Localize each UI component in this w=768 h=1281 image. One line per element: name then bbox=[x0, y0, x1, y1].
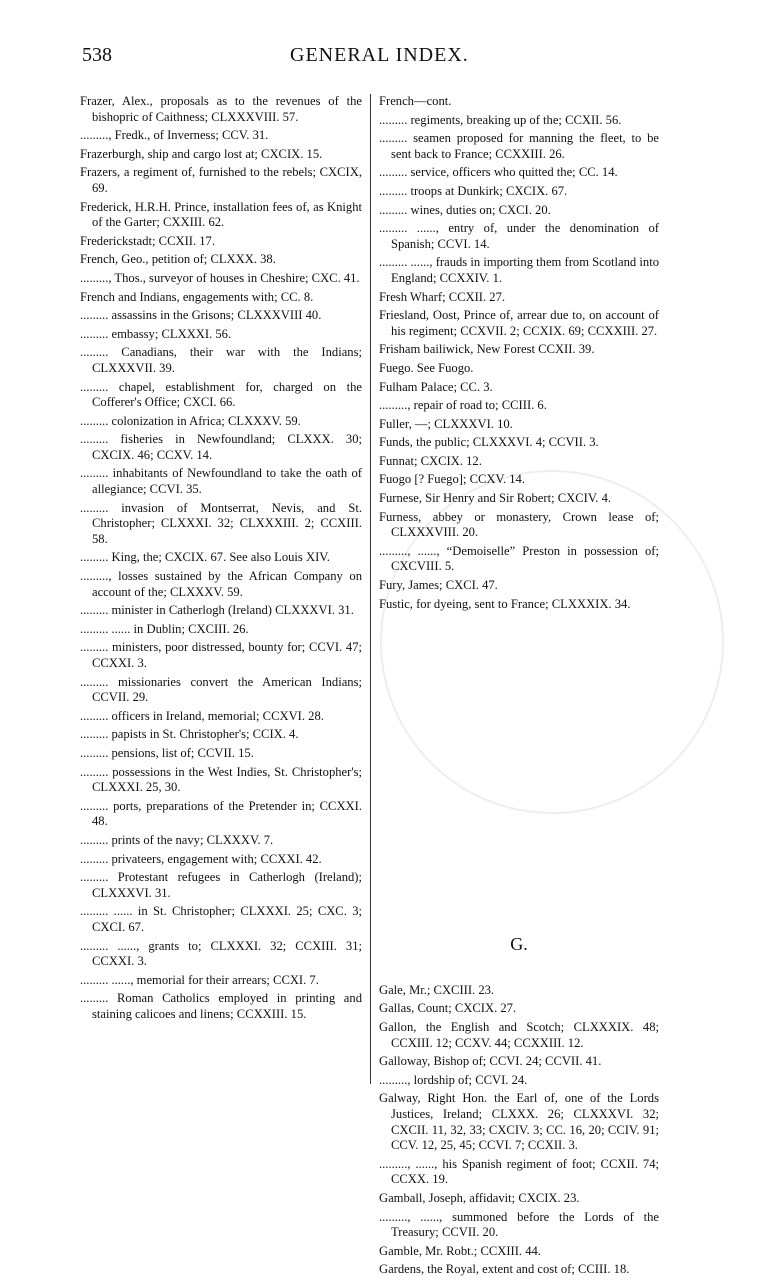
index-entry: ......... Roman Catholics employed in printing and staining calicoes and linens; CCXXIII. 15. bbox=[80, 991, 366, 1021]
index-entry: ......... ...... in St. Christopher; CLXXXI. 25; CXC. 3; CXCI. 67. bbox=[80, 904, 366, 934]
index-entry: Fustic, for dyeing, sent to France; CLXXXIX. 34. bbox=[379, 596, 631, 611]
index-entry: ........., ......, “Demoiselle” Preston in possession of; CXCVIII. 5. bbox=[379, 543, 663, 574]
index-entry: Fuller, —; CLXXXVI. 10. bbox=[379, 416, 513, 431]
index-entry: ......... invasion of Montserrat, Nevis, and St. Christopher; CLXXXI. 32; CLXXXIII. 2; CCXIII. 58. bbox=[80, 500, 366, 546]
index-entry: ......... wines, duties on; CXCI. 20. bbox=[379, 202, 551, 217]
index-entry: ......... ......, frauds in importing them from Scotland into England; CCXXIV. 1. bbox=[379, 255, 663, 285]
index-entry: ......... Protestant refugees in Catherlogh (Ireland); CLXXXVI. 31. bbox=[80, 870, 366, 900]
index-entry: French—cont. bbox=[379, 94, 452, 108]
index-entry: ......... prints of the navy; CLXXXV. 7. bbox=[80, 832, 274, 847]
index-entry: Fuogo [? Fuego]; CCXV. 14. bbox=[379, 472, 526, 487]
index-entry: Fulham Palace; CC. 3. bbox=[379, 379, 493, 394]
index-entry: ......... inhabitants of Newfoundland to take the oath of allegiance; CCVI. 35. bbox=[80, 466, 366, 497]
index-entry: Frederick, H.R.H. Prince, installation fees of, as Knight of the Garter; CXXIII. 62. bbox=[80, 199, 366, 230]
index-entry: ........., repair of road to; CCIII. 6. bbox=[379, 398, 547, 413]
right-entries-top bbox=[379, 94, 663, 612]
index-entry: Frazerburgh, ship and cargo lost at; CXCIX. 15. bbox=[80, 146, 323, 161]
index-entry: Frederickstadt; CCXII. 17. bbox=[80, 233, 216, 248]
index-entry: ......... assassins in the Grisons; CLXXXVIII 40. bbox=[80, 308, 322, 323]
index-entry: Gallon, the English and Scotch; CLXXXIX. 48; CCXIII. 12; CCXV. 44; CCXXIII. 12. bbox=[379, 1020, 663, 1050]
index-entry: Galway, Right Hon. the Earl of, one of the Lords Justices, Ireland; CLXXX. 26; CLXXXVI. 32; CXCII. 11, 32, 33; CXCIV. 3; CC. 16, 20; CCIV. 91; CCV. 12, 25, 45; CCVI. 7; CCXII. 3. bbox=[379, 1091, 663, 1153]
index-entry: Gallas, Count; CXCIX. 27. bbox=[379, 1001, 517, 1016]
index-entry: Galloway, Bishop of; CCVI. 24; CCVII. 41. bbox=[379, 1054, 602, 1069]
index-entry: ........., lordship of; CCVI. 24. bbox=[379, 1072, 528, 1087]
page-number: 538 bbox=[82, 44, 112, 66]
index-entry: Funnat; CXCIX. 12. bbox=[379, 453, 482, 468]
index-entry: Friesland, Oost, Prince of, arrear due to, on account of his regiment; CCXVII. 2; CCXIX. 69; CCXXIII. 27. bbox=[379, 308, 663, 338]
index-entry: ......... service, officers who quitted the; CC. 14. bbox=[379, 165, 618, 180]
index-entry: ......... colonization in Africa; CLXXXV. 59. bbox=[80, 413, 301, 428]
index-entry: ......... pensions, list of; CCVII. 15. bbox=[80, 745, 254, 760]
index-entry: Gale, Mr.; CXCIII. 23. bbox=[379, 982, 495, 997]
index-entry: Furnese, Sir Henry and Sir Robert; CXCIV. 4. bbox=[379, 491, 612, 506]
index-entry: Fuego. See Fuogo. bbox=[379, 360, 474, 375]
index-entry: ......... possessions in the West Indies, St. Christopher's; CLXXXI. 25, 30. bbox=[80, 764, 366, 795]
index-entry: Gardens, the Royal, extent and cost of; CCIII. 18. bbox=[379, 1262, 630, 1277]
index-entry: ........., ......, summoned before the Lords of the Treasury; CCVII. 20. bbox=[379, 1209, 662, 1240]
index-entry: Frazer, Alex., proposals as to the revenues of the bishopric of Caithness; CLXXXVIII. 57. bbox=[80, 94, 366, 124]
page-title: GENERAL INDEX. bbox=[290, 44, 469, 66]
index-entry: Fresh Wharf; CCXII. 27. bbox=[379, 289, 506, 304]
index-entry: ......... Canadians, their war with the Indians; CLXXXVII. 39. bbox=[80, 345, 366, 375]
index-entry: ......... officers in Ireland, memorial; CCXVI. 28. bbox=[80, 708, 324, 723]
index-entry: French, Geo., petition of; CLXXX. 38. bbox=[80, 252, 276, 267]
section-spacer bbox=[379, 615, 659, 937]
index-entry: ......... privateers, engagement with; CCXXI. 42. bbox=[80, 851, 322, 866]
index-entry: ......... regiments, breaking up of the; CCXII. 56. bbox=[379, 112, 622, 127]
index-entry: Frazers, a regiment of, furnished to the rebels; CXCIX, 69. bbox=[80, 165, 366, 195]
index-entry: ......... ...... in Dublin; CXCIII. 26. bbox=[80, 621, 249, 636]
index-entry: ......... troops at Dunkirk; CXCIX. 67. bbox=[379, 183, 568, 198]
index-entry: ......... ministers, poor distressed, bounty for; CCVI. 47; CCXXI. 3. bbox=[80, 640, 366, 670]
index-entry: Gamble, Mr. Robt.; CCXIII. 44. bbox=[379, 1243, 541, 1258]
index-entry: ......... papists in St. Christopher's; CCIX. 4. bbox=[80, 727, 299, 742]
index-column-left bbox=[80, 94, 366, 1025]
index-entry: Fury, James; CXCI. 47. bbox=[379, 578, 498, 593]
index-entry: ......... minister in Catherlogh (Ireland) CLXXXVI. 31. bbox=[80, 603, 354, 618]
index-entry: Frisham bailiwick, New Forest CCXII. 39. bbox=[379, 342, 595, 357]
index-entry: ......... fisheries in Newfoundland; CLXXX. 30; CXCIX. 46; CCXV. 14. bbox=[80, 432, 366, 462]
page-header bbox=[0, 44, 768, 74]
index-entry: ......... King, the; CXCIX. 67. See also Louis XIV. bbox=[80, 550, 330, 565]
index-entry: ......... seamen proposed for manning the fleet, to be sent back to France; CCXXIII. 26. bbox=[379, 131, 663, 161]
index-entry: Furness, abbey or monastery, Crown lease of; CLXXXVIII. 20. bbox=[379, 509, 663, 540]
section-letter-g: G. bbox=[510, 934, 528, 955]
index-entry: French and Indians, engagements with; CC. 8. bbox=[80, 289, 314, 304]
column-divider bbox=[370, 94, 371, 1084]
index-entry: ......... embassy; CLXXXI. 56. bbox=[80, 326, 232, 341]
index-entry: ......... chapel, establishment for, charged on the Cofferer's Office; CXCI. 66. bbox=[80, 379, 366, 410]
index-entry: ......... ......, entry of, under the denomination of Spanish; CCVI. 14. bbox=[379, 221, 663, 251]
index-entry: Gamball, Joseph, affidavit; CXCIX. 23. bbox=[379, 1190, 580, 1205]
index-entry: ........., Thos., surveyor of houses in Cheshire; CXC. 41. bbox=[80, 270, 360, 285]
right-entries-bottom bbox=[379, 982, 663, 1278]
index-entry: ........., losses sustained by the African Company on account of the; CLXXXV. 59. bbox=[80, 569, 366, 599]
index-column-right bbox=[379, 94, 663, 1281]
index-entry: ......... ......, grants to; CLXXXI. 32; CCXIII. 31; CCXXI. 3. bbox=[80, 938, 366, 969]
index-entry: ......... ports, preparations of the Pretender in; CCXXI. 48. bbox=[80, 798, 366, 829]
index-entry: ......... missionaries convert the American Indians; CCVII. 29. bbox=[80, 674, 366, 705]
index-entry: ......... ......, memorial for their arrears; CCXI. 7. bbox=[80, 972, 319, 987]
index-entry: ........., Fredk., of Inverness; CCV. 31. bbox=[80, 128, 269, 143]
index-entry: Funds, the public; CLXXXVI. 4; CCVII. 3. bbox=[379, 435, 599, 450]
index-entry: ........., ......, his Spanish regiment of foot; CCXII. 74; CCXX. 19. bbox=[379, 1156, 663, 1187]
